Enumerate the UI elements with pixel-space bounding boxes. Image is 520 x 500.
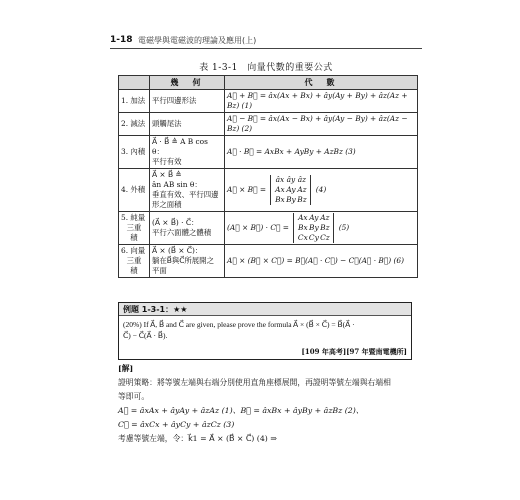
geometry-line: A⃗ × B⃗ ≜ — [152, 170, 182, 179]
row-formula — [225, 169, 418, 212]
matrix-row — [297, 223, 330, 233]
matrix-cell: Cy — [308, 233, 319, 242]
row-geometry — [150, 212, 225, 245]
table-row — [119, 136, 418, 169]
geometry-line: 形之面積 — [152, 200, 182, 209]
matrix-cell: Az — [297, 185, 307, 194]
row-geometry — [150, 245, 225, 278]
matrix-row — [274, 195, 307, 205]
matrix-row — [297, 233, 330, 243]
matrix-cell: âx — [275, 175, 285, 184]
row-geometry — [150, 136, 225, 169]
geometry-line: 平行有效 — [152, 157, 182, 166]
formula-line: Bz) (2) — [227, 124, 253, 133]
geometry-line: A⃗ × (B⃗ × C⃗)： — [152, 246, 203, 255]
table-caption: 表 1-3-1 向量代數的重要公式 — [199, 63, 333, 73]
formula-line: Bz) (1) — [227, 101, 253, 110]
matrix-cell: Bx — [275, 195, 285, 204]
matrix-cell: ây — [286, 175, 296, 184]
operation-line: 6. 向量 — [121, 246, 146, 255]
row-geometry: 平行四邊形法 — [150, 90, 225, 113]
book-title: 電磁學與電磁波的理論及應用(上) — [138, 36, 257, 45]
row-geometry: 頭觸尾法 — [150, 113, 225, 136]
determinant-matrix — [293, 213, 334, 243]
matrix-cell: By — [309, 223, 319, 232]
formula-eq-no: (5) — [338, 223, 350, 232]
row-operation — [119, 245, 150, 278]
vector-formula-table — [118, 75, 418, 278]
row-operation: 3. 內積 — [119, 136, 150, 169]
head-geometry: 幾 何 — [150, 76, 225, 90]
matrix-cell: Ax — [298, 213, 308, 222]
solution-tag: [解] — [118, 364, 134, 373]
page-number: 1-18 — [110, 35, 133, 45]
matrix-cell: Ay — [286, 185, 296, 194]
operation-line: 三重 — [126, 223, 142, 232]
head-algebra: 代 數 — [225, 76, 418, 90]
matrix-row — [274, 175, 307, 185]
formula-line: A⃗ + B⃗ = âx(Ax + Bx) + ây(Ay + By) + âz(Az + — [227, 91, 408, 100]
geometry-line: 垂直有效、平行四邊 — [152, 190, 219, 199]
operation-line: 積 — [130, 266, 138, 275]
head-blank — [119, 76, 150, 90]
solution-line: A⃗ = âxAx + âyAy + âzAz (1)、B⃗ = âxBx + âyBy + âzBz (2)、 — [118, 406, 364, 415]
formula-line: A⃗ − B⃗ = âx(Ax − Bx) + ây(Ay − By) + âz(Az − — [227, 114, 408, 123]
table-head-row — [119, 76, 418, 90]
geometry-line: 躺在B⃗與C⃗所展開之 — [152, 256, 214, 265]
matrix-cell: Ay — [309, 213, 319, 222]
geometry-line: ân AB sin θ： — [152, 180, 202, 189]
example-box — [118, 302, 412, 360]
formula-lhs: A⃗ × B⃗ = — [227, 185, 267, 194]
row-formula — [225, 113, 418, 136]
matrix-cell: Az — [320, 213, 330, 222]
row-operation — [119, 212, 150, 245]
header-rule — [110, 48, 422, 49]
solution-section — [118, 362, 418, 446]
exam-source: [109 年高考][97 年暨南電機所] — [301, 347, 407, 356]
formula-eq-no: (4) — [315, 185, 327, 194]
problem-line: (20%) If A⃗, B⃗ and C⃗ are given, please prove the formula A⃗ × (B⃗ × C⃗) = B⃗(A⃗ · — [123, 320, 355, 329]
matrix-row — [297, 213, 330, 223]
row-formula — [225, 212, 418, 245]
geometry-line: A⃗ · B⃗ ≜ A B cos θ： — [152, 137, 208, 156]
matrix-cell: âz — [297, 175, 307, 184]
solution-line: 考慮等號左端，令：k⃗1 = A⃗ × (B⃗ × C⃗) (4) ⇒ — [118, 434, 277, 443]
solution-line: 證明策略：將等號左端與右端分別使用直角座標展開，再證明等號左端與右端相 — [118, 378, 391, 387]
row-operation: 2. 減法 — [119, 113, 150, 136]
table-row — [119, 245, 418, 278]
geometry-line: 平行六面體之體積 — [152, 228, 212, 237]
row-formula: A⃗ · B⃗ = AxBx + AyBy + AzBz (3) — [225, 136, 418, 169]
row-geometry — [150, 169, 225, 212]
geometry-line: 平面 — [152, 266, 167, 275]
example-title: 例題 1-3-1：★★ — [123, 305, 188, 314]
example-problem — [123, 319, 407, 341]
table-row — [119, 113, 418, 136]
table-row — [119, 169, 418, 212]
example-header — [119, 303, 411, 316]
row-formula: A⃗ × (B⃗ × C⃗) = B⃗(A⃗ · C⃗) − C⃗(A⃗ · B⃗) (6) — [225, 245, 418, 278]
matrix-cell: Bx — [298, 223, 308, 232]
page-header — [110, 34, 422, 49]
solution-line: C⃗ = âxCx + âyCy + âzCz (3) — [118, 420, 235, 429]
operation-line: 5. 純量 — [121, 213, 146, 222]
row-formula — [225, 90, 418, 113]
matrix-cell: Ax — [275, 185, 285, 194]
problem-line: C⃗) − C⃗(A⃗ · B⃗). — [123, 331, 168, 340]
matrix-cell: Bz — [297, 195, 307, 204]
operation-line: 積 — [130, 233, 138, 242]
formula-lhs: (A⃗ × B⃗) · C⃗ = — [227, 223, 289, 232]
table-row — [119, 90, 418, 113]
solution-line: 等即可。 — [118, 392, 150, 401]
table-row — [119, 212, 418, 245]
determinant-matrix — [270, 175, 311, 205]
matrix-cell: By — [286, 195, 296, 204]
matrix-cell: Bz — [320, 223, 330, 232]
row-operation: 4. 外積 — [119, 169, 150, 212]
matrix-cell: Cx — [297, 233, 308, 242]
row-operation: 1. 加法 — [119, 90, 150, 113]
operation-line: 三重 — [126, 256, 142, 265]
matrix-cell: Cz — [320, 233, 330, 242]
matrix-row — [274, 185, 307, 195]
geometry-line: (A⃗ × B⃗) · C⃗： — [152, 218, 199, 227]
